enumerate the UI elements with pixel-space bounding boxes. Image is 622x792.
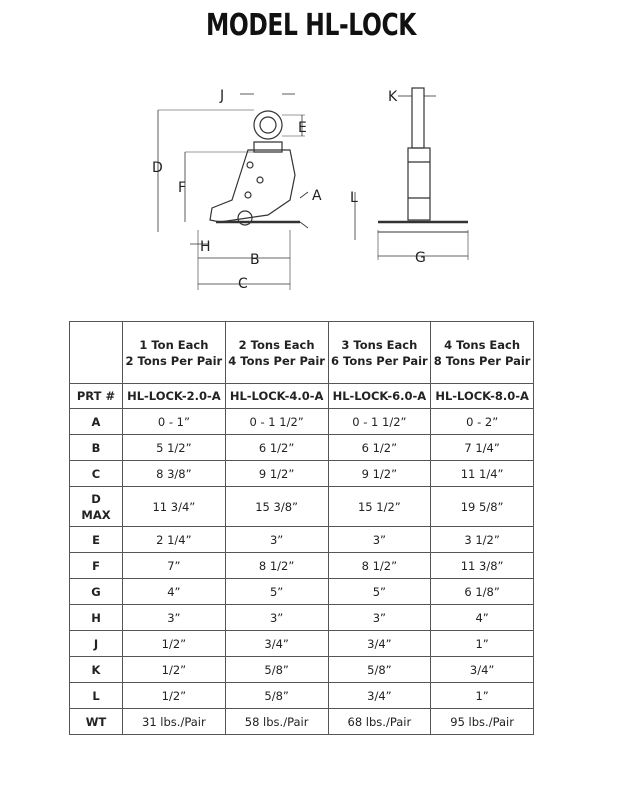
table-cell: 11 3/8” [431,553,534,579]
row-label: E [70,527,123,553]
table-cell: 0 - 1” [123,409,226,435]
table-row-a [70,409,534,435]
table-cell: 3/4” [328,683,431,709]
table-cell: 2 1/4” [123,527,226,553]
table-row-c [70,461,534,487]
label-h: H [200,239,211,255]
label-d: D [152,160,163,176]
table-cell: 15 3/8” [225,487,328,527]
table-row-g [70,579,534,605]
table-cell: 1” [431,683,534,709]
column-header-1-ton: 1 Ton Each 2 Tons Per Pair [123,322,226,384]
label-e: E [298,120,307,136]
row-label: PRT # [70,384,123,409]
table-row-weight [70,709,534,735]
table-cell: 1/2” [123,683,226,709]
row-label: G [70,579,123,605]
table-cell: 9 1/2” [225,461,328,487]
table-cell: 5/8” [328,657,431,683]
shackle-ring [254,111,282,139]
table-cell: 4” [431,605,534,631]
table-cell: 3/4” [225,631,328,657]
column-header-2-ton: 2 Tons Each 4 Tons Per Pair [225,322,328,384]
table-cell: 19 5/8” [431,487,534,527]
table-cell: 3” [225,605,328,631]
table-row-j [70,631,534,657]
table-cell: 5 1/2” [123,435,226,461]
table-row-f [70,553,534,579]
front-view-body [408,148,430,220]
label-j: J [220,88,225,104]
table-cell: 15 1/2” [328,487,431,527]
table-cell: 4” [123,579,226,605]
table-cell: 68 lbs./Pair [328,709,431,735]
table-cell: 7 1/4” [431,435,534,461]
clamp-dimension-diagram [150,80,480,295]
table-row-e [70,527,534,553]
row-label: A [70,409,123,435]
table-header-row [70,322,534,384]
label-b: B [250,252,260,268]
table-cell: 7” [123,553,226,579]
table-cell: 0 - 2” [431,409,534,435]
table-cell: 1/2” [123,657,226,683]
table-cell: 5” [225,579,328,605]
row-label: WT [70,709,123,735]
header-empty-cell [70,322,123,384]
table-cell: HL-LOCK-2.0-A [123,384,226,409]
page-title: MODEL HL-LOCK [205,8,417,43]
table-cell: 3 1/2” [431,527,534,553]
table-cell: 8 3/8” [123,461,226,487]
table-row-h [70,605,534,631]
table-cell: 0 - 1 1/2” [328,409,431,435]
table-cell: 1/2” [123,631,226,657]
table-cell: 3” [123,605,226,631]
label-a: A [312,188,322,204]
table-cell: 5/8” [225,657,328,683]
label-g: G [415,250,426,266]
table-cell: 3/4” [431,657,534,683]
clamp-body [210,150,295,222]
table-cell: 0 - 1 1/2” [225,409,328,435]
table-cell: 5/8” [225,683,328,709]
table-row-d-max [70,487,534,527]
table-cell: 6 1/2” [328,435,431,461]
row-label: K [70,657,123,683]
row-label: H [70,605,123,631]
table-cell: 9 1/2” [328,461,431,487]
row-label: L [70,683,123,709]
table-row-l [70,683,534,709]
table-cell: 1” [431,631,534,657]
row-label: F [70,553,123,579]
row-label: D MAX [70,487,123,527]
table-cell: 31 lbs./Pair [123,709,226,735]
row-label: J [70,631,123,657]
table-cell: 3” [328,527,431,553]
table-cell: 11 1/4” [431,461,534,487]
table-cell: 6 1/8” [431,579,534,605]
table-cell: 11 3/4” [123,487,226,527]
table-row-k [70,657,534,683]
label-c: C [238,276,248,292]
column-header-3-ton: 3 Tons Each 6 Tons Per Pair [328,322,431,384]
label-k: K [388,89,398,105]
table-cell: 8 1/2” [225,553,328,579]
label-l: L [350,190,358,206]
spec-table [69,321,534,735]
table-cell: 3” [225,527,328,553]
table-cell: 58 lbs./Pair [225,709,328,735]
label-f: F [178,180,187,196]
table-cell: 3/4” [328,631,431,657]
table-cell: 6 1/2” [225,435,328,461]
table-row-b [70,435,534,461]
table-cell: HL-LOCK-4.0-A [225,384,328,409]
table-cell: 5” [328,579,431,605]
table-row-part-number [70,384,534,409]
column-header-4-ton: 4 Tons Each 8 Tons Per Pair [431,322,534,384]
table-cell: HL-LOCK-6.0-A [328,384,431,409]
table-cell: 8 1/2” [328,553,431,579]
table-cell: 3” [328,605,431,631]
table-cell: HL-LOCK-8.0-A [431,384,534,409]
row-label: B [70,435,123,461]
front-view-ring [412,88,424,148]
table-cell: 95 lbs./Pair [431,709,534,735]
row-label: C [70,461,123,487]
